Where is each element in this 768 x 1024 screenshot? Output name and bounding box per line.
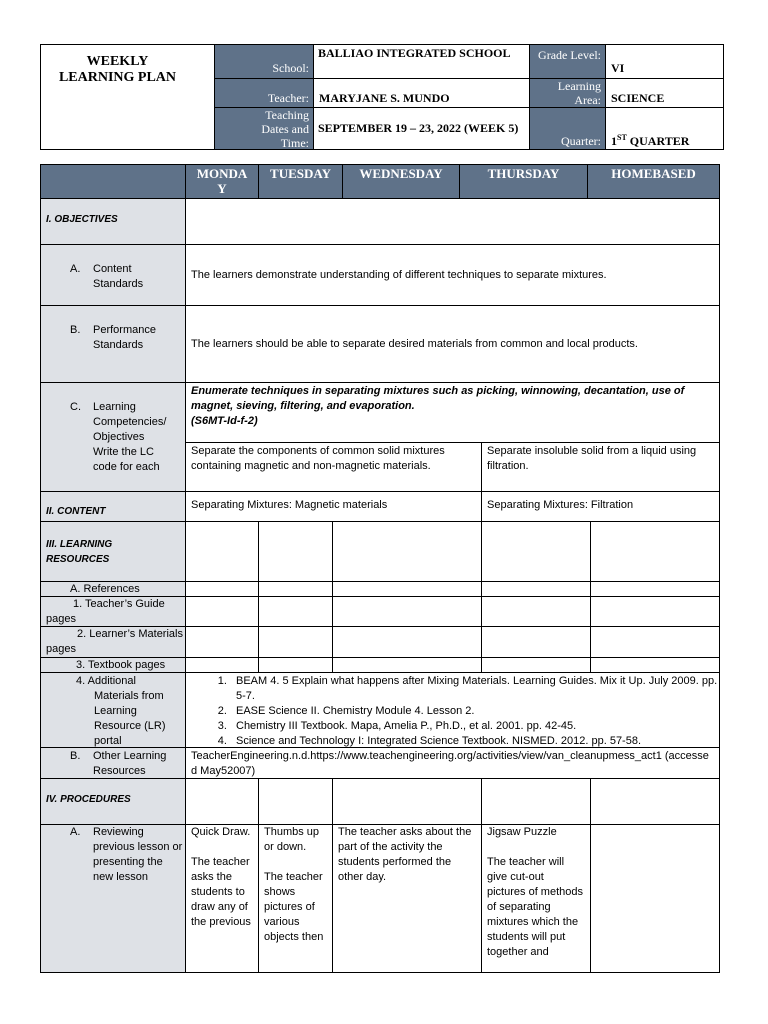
content-right-text: Separating Mixtures: Filtration	[481, 491, 720, 522]
review-thursday: Jigsaw Puzzle The teacher will give cut-out pictures of methods of separating mixtures which the students will put together and	[481, 824, 591, 973]
tg-mon	[185, 596, 259, 627]
resources-tue	[258, 521, 333, 582]
references-label: A. References	[40, 581, 186, 597]
other-resources-label: B. Other Learning Resources	[40, 747, 186, 779]
review-wednesday: The teacher asks about the part of the activity the students performed the other day.	[332, 824, 482, 973]
day-header-monday: MONDA Y	[185, 164, 259, 199]
references-tue	[258, 581, 333, 597]
lm-wed	[332, 626, 482, 658]
resource-item: 1. BEAM 4. 5 Explain what happens after Mixing Materials. Learning Guides. Mix it Up. July 2009. pp. 5-7.	[230, 674, 719, 704]
tg-wed	[332, 596, 482, 627]
objectives-blank	[185, 198, 720, 245]
resources-thu	[481, 521, 591, 582]
review-monday: Quick Draw. The teacher asks the students to draw any of the previous	[185, 824, 259, 973]
other-resources-text: TeacherEngineering.n.d.https://www.teachengineering.org/activities/view/van_cleanupmess_act1 (accessed May52007)	[185, 747, 720, 779]
day-header-wednesday: WEDNESDAY	[342, 164, 460, 199]
procedures-tue	[258, 778, 333, 825]
procedures-mon	[185, 778, 259, 825]
plan-title-cell	[40, 44, 215, 150]
learning-competencies-label: C. Learning Competencies/ Objectives Write the LC code for each	[40, 382, 186, 492]
quarter-label: Quarter:	[529, 107, 606, 150]
tb-thu	[481, 657, 591, 673]
resource-item: 4. Science and Technology I: Integrated Science Textbook. NISMED. 2012. pp. 57-58.	[230, 734, 719, 748]
lm-thu	[481, 626, 591, 658]
procedures-wed	[332, 778, 482, 825]
teaching-dates-value: SEPTEMBER 19 – 23, 2022 (WEEK 5)	[313, 107, 530, 150]
teachers-guide-label: 1. Teacher’s Guide pages	[40, 596, 186, 627]
day-header-blank	[40, 164, 186, 199]
resource-item: 2. EASE Science II. Chemistry Module 4. Lesson 2.	[230, 704, 719, 719]
references-thu	[481, 581, 591, 597]
resources-wed	[332, 521, 482, 582]
procedures-heading: IV. PROCEDURES	[40, 778, 186, 825]
resource-item: 3. Chemistry III Textbook. Mapa, Amelia P., Ph.D., et al. 2001. pp. 42-45.	[230, 719, 719, 734]
additional-materials-label: 4. Additional Materials from Learning Resource (LR) portal	[40, 672, 186, 748]
tb-tue	[258, 657, 333, 673]
learning-competency-text: Enumerate techniques in separating mixtures such as picking, winnowing, decantation, use of magnet, sieving, filtering, and evaporation. (S6MT-Id-f-2)	[185, 382, 720, 443]
day-header-homebased: HOMEBASED	[587, 164, 720, 199]
tb-wed	[332, 657, 482, 673]
procedures-thu	[481, 778, 591, 825]
school-label: School:	[214, 44, 314, 79]
tb-mon	[185, 657, 259, 673]
review-homebased	[590, 824, 720, 973]
resources-mon	[185, 521, 259, 582]
content-standards-text: The learners demonstrate understanding of different techniques to separate mixtures.	[185, 244, 720, 306]
objectives-heading: I. OBJECTIVES	[40, 198, 186, 245]
review-tuesday: Thumbs up or down. The teacher shows pictures of various objects then	[258, 824, 333, 973]
teacher-value: MARYJANE S. MUNDO	[313, 78, 530, 108]
plan-title-line2: LEARNING PLAN	[58, 70, 177, 85]
tg-thu	[481, 596, 591, 627]
teaching-dates-label: Teaching Dates and Time:	[214, 107, 314, 150]
grade-level-value: VI	[605, 44, 724, 79]
textbook-pages-label: 3. Textbook pages	[40, 657, 186, 673]
lm-mon	[185, 626, 259, 658]
references-wed	[332, 581, 482, 597]
reviewing-lesson-label: A. Reviewing previous lesson or presenting the new lesson	[40, 824, 186, 973]
content-heading: II. CONTENT	[40, 491, 186, 522]
lm-tue	[258, 626, 333, 658]
grade-level-label: Grade Level:	[529, 44, 606, 79]
teacher-label: Teacher:	[214, 78, 314, 108]
performance-standards-text: The learners should be able to separate desired materials from common and local products.	[185, 305, 720, 383]
content-standards-label: A. Content Standards	[40, 244, 186, 306]
references-hb	[590, 581, 720, 597]
plan-title-line1: WEEKLY	[86, 54, 149, 69]
objective-mon-tue: Separate the components of common solid mixtures containing magnetic and non-magnetic materials.	[185, 442, 482, 492]
tb-hb	[590, 657, 720, 673]
lm-hb	[590, 626, 720, 658]
learning-resources-heading: III. LEARNING RESOURCES	[40, 521, 186, 582]
day-header-tuesday: TUESDAY	[258, 164, 343, 199]
content-left-text: Separating Mixtures: Magnetic materials	[185, 491, 482, 522]
day-header-thursday: THURSDAY	[459, 164, 588, 199]
tg-tue	[258, 596, 333, 627]
learning-area-value: SCIENCE	[605, 78, 724, 108]
procedures-hb	[590, 778, 720, 825]
objective-thu-homebased: Separate insoluble solid from a liquid using filtration.	[481, 442, 720, 492]
quarter-value: 1ST QUARTER	[605, 107, 724, 150]
school-value: BALLIAO INTEGRATED SCHOOL	[313, 44, 530, 79]
tg-hb	[590, 596, 720, 627]
performance-standards-label: B. Performance Standards	[40, 305, 186, 383]
learners-materials-label: 2. Learner’s Materials pages	[40, 626, 186, 658]
resources-hb	[590, 521, 720, 582]
additional-materials-list	[185, 672, 720, 748]
references-mon	[185, 581, 259, 597]
learning-area-label: Learning Area:	[529, 78, 606, 108]
